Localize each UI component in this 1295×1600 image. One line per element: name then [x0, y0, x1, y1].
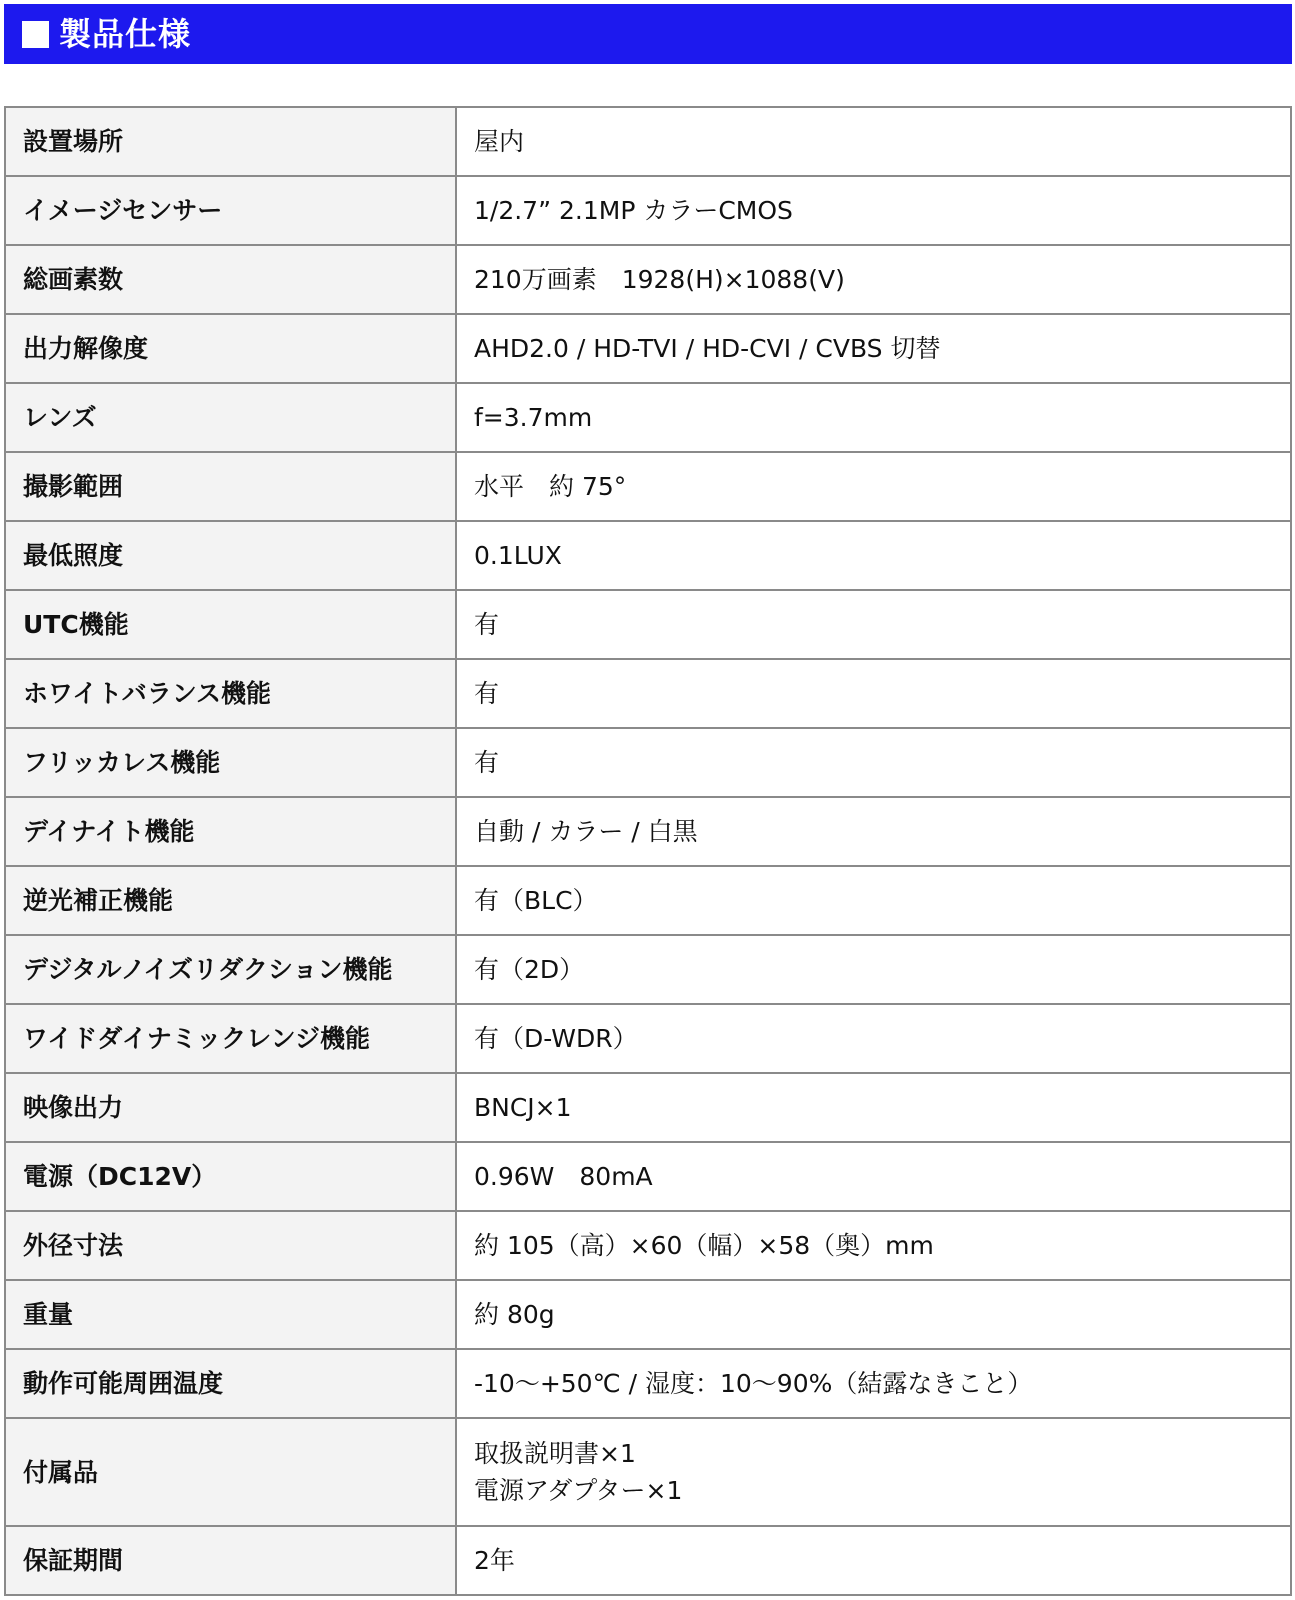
spec-label: 保証期間 [5, 1526, 456, 1595]
table-row [5, 245, 1291, 314]
table-row [5, 590, 1291, 659]
spec-value: BNCJ×1 [456, 1073, 1291, 1142]
table-row [5, 935, 1291, 1004]
spec-label: 逆光補正機能 [5, 866, 456, 935]
spec-value: 自動 / カラー / 白黒 [456, 797, 1291, 866]
spec-value: 有（D-WDR） [456, 1004, 1291, 1073]
spec-value: 有（2D） [456, 935, 1291, 1004]
spec-value: 有 [456, 728, 1291, 797]
spec-label: UTC機能 [5, 590, 456, 659]
spec-label: 付属品 [5, 1418, 456, 1526]
table-row [5, 176, 1291, 245]
table-row [5, 1004, 1291, 1073]
spec-label: 最低照度 [5, 521, 456, 590]
spec-value: 約 80g [456, 1280, 1291, 1349]
spec-label: 動作可能周囲温度 [5, 1349, 456, 1418]
table-row [5, 1211, 1291, 1280]
table-row [5, 107, 1291, 176]
table-row [5, 659, 1291, 728]
table-row [5, 1526, 1291, 1595]
spec-value: 210万画素 1928(H)×1088(V) [456, 245, 1291, 314]
spec-label: イメージセンサー [5, 176, 456, 245]
spec-value: 屋内 [456, 107, 1291, 176]
spec-value: 約 105（高）×60（幅）×58（奥）mm [456, 1211, 1291, 1280]
table-row [5, 728, 1291, 797]
spec-value: 有 [456, 659, 1291, 728]
spec-label: デイナイト機能 [5, 797, 456, 866]
table-row [5, 1280, 1291, 1349]
spec-label: デジタルノイズリダクション機能 [5, 935, 456, 1004]
table-row [5, 797, 1291, 866]
spec-value: 0.1LUX [456, 521, 1291, 590]
table-row [5, 1142, 1291, 1211]
spec-value: 1/2.7” 2.1MP カラーCMOS [456, 176, 1291, 245]
table-row [5, 866, 1291, 935]
section-header [4, 4, 1292, 64]
spec-value: 取扱説明書×1 電源アダプター×1 [456, 1418, 1291, 1526]
spec-table [4, 106, 1292, 1596]
spec-value: 水平 約 75° [456, 452, 1291, 521]
square-bullet-icon [22, 21, 49, 48]
spec-value: 2年 [456, 1526, 1291, 1595]
table-row [5, 452, 1291, 521]
spec-label: ワイドダイナミックレンジ機能 [5, 1004, 456, 1073]
spec-value: AHD2.0 / HD-TVI / HD-CVI / CVBS 切替 [456, 314, 1291, 383]
table-row [5, 1349, 1291, 1418]
table-row [5, 1073, 1291, 1142]
spec-value: 有（BLC） [456, 866, 1291, 935]
section-title: 製品仕様 [59, 15, 192, 53]
table-row [5, 383, 1291, 452]
spec-label: 出力解像度 [5, 314, 456, 383]
table-row [5, 1418, 1291, 1526]
spec-label: ホワイトバランス機能 [5, 659, 456, 728]
spec-label: 設置場所 [5, 107, 456, 176]
spec-label: フリッカレス機能 [5, 728, 456, 797]
spec-value: -10～+50℃ / 湿度：10～90%（結露なきこと） [456, 1349, 1291, 1418]
spec-label: 電源（DC12V） [5, 1142, 456, 1211]
spec-label: 総画素数 [5, 245, 456, 314]
spec-value: 0.96W 80mA [456, 1142, 1291, 1211]
spec-label: 重量 [5, 1280, 456, 1349]
spec-label: 映像出力 [5, 1073, 456, 1142]
spec-label: 外径寸法 [5, 1211, 456, 1280]
spec-value: f=3.7mm [456, 383, 1291, 452]
table-row [5, 521, 1291, 590]
spec-value: 有 [456, 590, 1291, 659]
table-row [5, 314, 1291, 383]
spec-label: レンズ [5, 383, 456, 452]
spec-label: 撮影範囲 [5, 452, 456, 521]
